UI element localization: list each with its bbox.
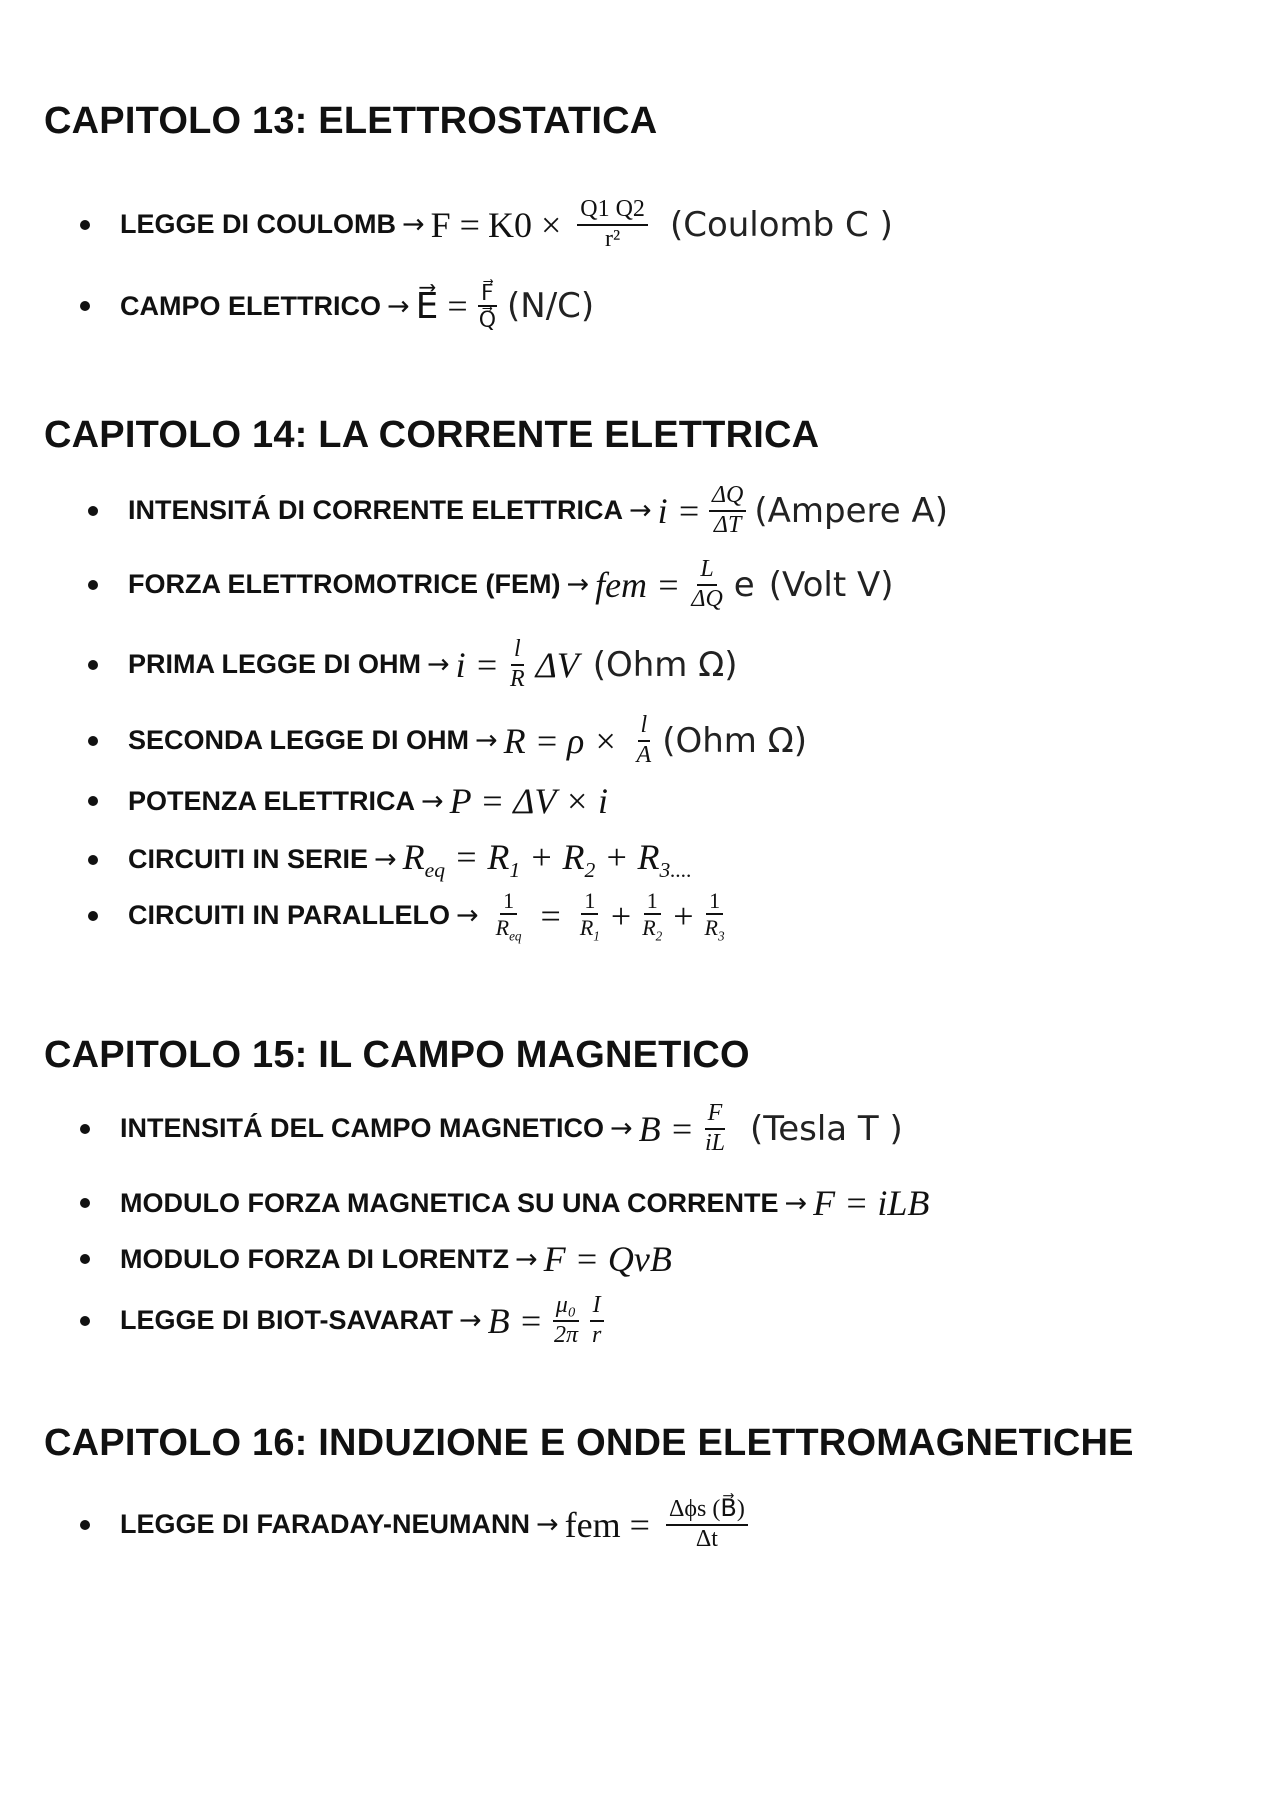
subscript: 2 [655,928,663,944]
formula-potenza-elettrica [88,780,608,822]
denominator: R [509,665,525,692]
formula-label: CIRCUITI IN SERIE [128,844,369,875]
fraction [688,556,725,613]
subscript: 1 [593,928,600,944]
formula-intensita-campo-magnetico [80,1100,903,1157]
fraction [589,1292,604,1349]
numerator: 1 [706,888,723,915]
arrow-icon: → [475,725,498,757]
chapter-13-title: CAPITOLO 13: ELETTROSTATICA [44,100,658,142]
bullet [80,1198,90,1208]
numerator: 1 [581,888,598,915]
formula: $R_{eq} = R_1 + R_2 + R_{3....}$ [402,837,692,883]
denominator: ΔT [713,511,742,538]
bullet [80,1316,90,1326]
formula-constant: K0 × [487,204,562,245]
unit: (N/C) [507,286,595,327]
denominator [493,915,525,944]
arrow-icon: → [566,569,590,601]
formula-label: LEGGE DI COULOMB [120,209,396,240]
symbol: R [579,915,594,941]
formula-lhs: B = [638,1108,694,1149]
formula-label: SECONDA LEGGE DI OHM [128,725,470,756]
formula-label: LEGGE DI BIOT-SAVARAT [120,1305,454,1336]
formula-label: MODULO FORZA MAGNETICA SU UNA CORRENTE [120,1187,779,1218]
bullet [88,855,98,865]
fraction [493,888,525,944]
bullet [80,301,90,311]
denominator: A [636,741,652,768]
fraction [577,196,648,253]
formula-label: INTENSITÁ DI CORRENTE ELETTRICA [128,495,624,526]
denominator [702,915,728,944]
formula-faraday-neumann [80,1496,756,1553]
bullet [80,1124,90,1134]
bullet [88,796,98,806]
bullet [88,506,98,516]
arrow-icon: → [610,1113,633,1145]
bullet [80,220,90,230]
arrow-icon: → [421,785,444,817]
formula-lhs: F = [430,204,480,245]
symbol: R [642,915,656,941]
fraction [577,888,603,944]
formula-forza-lorentz [80,1238,672,1280]
denominator: Q⃗ [478,307,497,333]
unit: (Ohm Ω) [662,720,807,761]
formula-label: MODULO FORZA DI LORENTZ [120,1243,509,1274]
formula-forza-magnetica-corrente [80,1182,929,1224]
arrow-icon: → [514,1243,538,1275]
fraction [702,888,728,944]
ellipsis: .... [670,858,692,883]
arrow-icon: → [374,844,397,876]
numerator: μ₀ [553,1292,579,1322]
numerator: 1 [500,888,517,915]
subscript: 3 [718,928,725,944]
formula-seconda-legge-ohm [88,712,807,769]
chapter-15-title: CAPITOLO 15: IL CAMPO MAGNETICO [44,1034,750,1076]
formula-fem [88,556,894,613]
unit: (Tesla T ) [749,1108,903,1149]
formula-label: FORZA ELETTROMOTRICE (FEM) [128,569,561,600]
formula-coulomb [80,196,893,253]
formula-constant: ρ × [566,720,618,761]
formula-campo-elettrico [80,280,594,333]
formula-lhs: R = [503,720,559,761]
arrow-icon: → [629,495,652,527]
bullet [80,1520,90,1530]
denominator: iL [704,1129,725,1156]
arrow-icon: → [536,1509,559,1541]
formula-tail: e [733,564,755,605]
numerator: ΔQ [709,482,746,512]
fraction [476,280,499,333]
fraction [666,1496,748,1553]
formula-circuiti-parallelo: CIRCUITI IN PARALLELO → $\frac{1}{R_{eq}}$ = $\frac{1}{R_1}$ + $\frac{1}{R_2}$ + $\frac{1}{R_3}$ [88,888,736,944]
unit: (Ampere A) [754,490,948,531]
fraction [634,712,655,769]
numerator: l [638,712,651,742]
denominator: r² [605,225,621,252]
symbol: R [704,915,718,941]
denominator [639,915,665,944]
bullet [88,911,98,921]
formula: P = ΔV × i [449,781,609,821]
arrow-icon: → [402,209,425,241]
formula-label: CIRCUITI IN PARALLELO [128,900,450,931]
numerator: F [705,1100,726,1130]
chapter-16-title: CAPITOLO 16: INDUZIONE E ONDE ELETTROMAGNETICHE [44,1422,1134,1464]
numerator: Δϕs (B⃗) [666,1496,748,1526]
arrow-icon: → [784,1187,808,1219]
unit: (Coulomb C ) [669,204,893,245]
formula-biot-savart [80,1292,612,1349]
formula: F = iLB [813,1183,930,1223]
numerator: L [697,556,716,586]
formula-label: INTENSITÁ DEL CAMPO MAGNETICO [120,1113,605,1144]
bullet [88,660,98,670]
symbol: R [487,837,510,877]
fraction [551,1292,581,1349]
bullet [88,580,98,590]
subscript: 3 [659,858,671,883]
numerator: F⃗ [478,280,497,307]
arrow-icon: → [455,900,479,932]
numerator: Q1 Q2 [577,196,648,226]
formula-lhs: fem = [595,564,681,605]
numerator: l [511,636,524,666]
symbol: R [637,837,660,877]
subscript: 2 [584,858,596,883]
formula-lhs: E⃗ = [415,286,468,327]
chapter-14-title: CAPITOLO 14: LA CORRENTE ELETTRICA [44,414,820,456]
formula-prima-legge-ohm [88,636,737,693]
fraction [709,482,746,539]
formula-lhs: B = [487,1300,543,1341]
formula-lhs: fem = [564,1504,650,1545]
unit: (Ohm Ω) [592,644,738,685]
subscript: eq [509,928,522,944]
formula-intensita-corrente [88,482,948,539]
fraction [639,888,665,944]
arrow-icon: → [427,649,450,681]
denominator: r [591,1321,602,1348]
symbol: R [495,915,510,941]
formula-label: CAMPO ELETTRICO [120,290,381,321]
arrow-icon: → [459,1305,482,1337]
bullet [88,736,98,746]
subscript: 1 [509,858,521,883]
formula-label: PRIMA LEGGE DI OHM [128,649,422,680]
fraction [702,1100,728,1157]
denominator: 2π [553,1321,578,1348]
subscript: eq [424,858,446,883]
symbol: R [562,837,585,877]
bullet [80,1254,90,1264]
numerator: I [590,1292,604,1322]
formula-circuiti-serie [88,836,692,883]
arrow-icon: → [387,290,410,322]
formula-tail: ΔV [535,644,579,685]
unit: (Volt V) [768,564,894,605]
formula: F = QvB [543,1239,672,1279]
numerator: 1 [644,888,661,915]
formula-lhs: i = [455,644,499,685]
formula-label: LEGGE DI FARADAY-NEUMANN [120,1509,531,1540]
symbol: R [402,837,425,877]
denominator: Δt [695,1525,718,1552]
fraction [507,636,528,693]
formula-label: POTENZA ELETTRICA [128,785,415,816]
denominator: ΔQ [691,585,723,612]
denominator [577,915,603,944]
formula-lhs: i = [657,490,701,531]
